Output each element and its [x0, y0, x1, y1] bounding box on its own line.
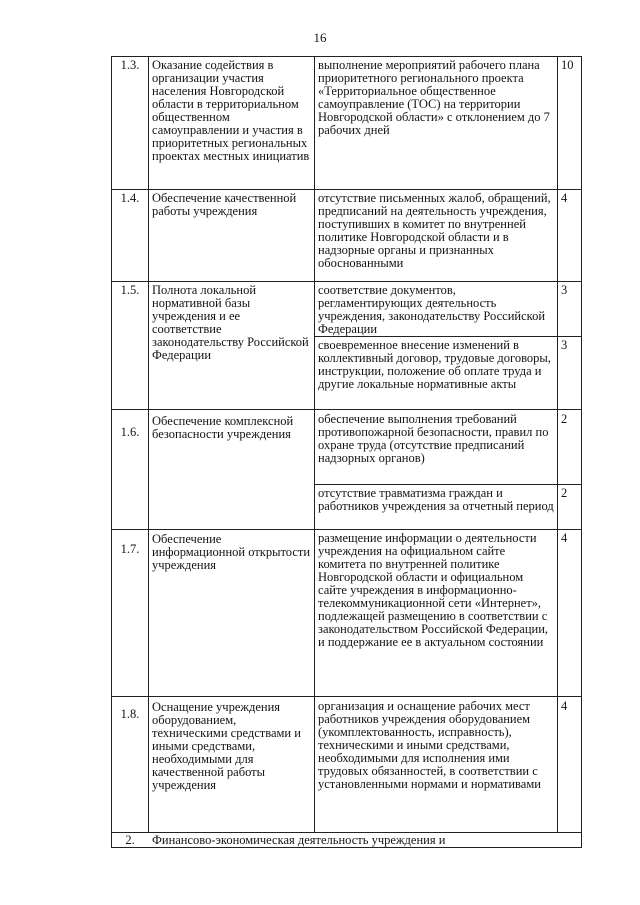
points-value: 2 — [561, 486, 568, 500]
indicator-text: обеспечение выполнения требований противопожарной безопасности, правил по охране труда (отсутствие предписаний надзорных органов) — [318, 412, 549, 465]
row-number: 1.7. — [120, 542, 140, 556]
indicator-text: отсутствие письменных жалоб, обращений, предписаний на деятельность учреждения, поступивших в комитет по внутренней политике Новгородской области и в надзорные органы и признанных обоснованными — [318, 191, 551, 270]
criterion-text: Оснащение учреждения оборудованием, техническими средствами и иными средствами, необходимыми для качественной работы учреждения — [152, 700, 301, 792]
criteria-table — [111, 56, 582, 848]
section-title: Финансово-экономическая деятельность учреждения и — [152, 834, 446, 847]
criterion-text: Оказание содействия в организации участия населения Новгородской области в территориальном общественном самоуправлении и участия в приоритетных региональных проектах местных инициатив — [152, 58, 310, 163]
indicator-text: своевременное внесение изменений в коллективный договор, трудовые договоры, инструкции, положение об оплате труда и другие локальные нормативные акты — [318, 338, 551, 391]
row-number: 1.5. — [120, 283, 140, 297]
points-value: 4 — [561, 191, 568, 205]
indicator-text: организация и оснащение рабочих мест работников учреждения оборудованием (укомплектованность, исправность), техническими и иными средствами, необходимыми для исполнения ими трудовых обязанностей, в соответствии с установленными нормами и нормативами — [318, 699, 541, 791]
indicator-text: размещение информации о деятельности учреждения на официальном сайте комитета по внутренней политике Новгородской области и официальном сайте учреждения в информационно-телекоммуникационной сети «Интернет», подлежащей размещению в соответствии с законодательством Российской Федерации, и поддержание ее в актуальном состоянии — [318, 531, 549, 649]
section-number: 2. — [125, 834, 135, 847]
criterion-text: Обеспечение качественной работы учреждения — [152, 191, 297, 218]
row-number: 1.8. — [120, 707, 140, 721]
row-number: 1.6. — [120, 425, 140, 439]
page-number: 16 — [313, 30, 327, 45]
points-value: 3 — [561, 283, 568, 297]
points-value: 4 — [561, 699, 568, 713]
indicator-text: соответствие документов, регламентирующих деятельность учреждения, законодательству Российской Федерации — [318, 283, 546, 336]
criterion-text: Полнота локальной нормативной базы учреждения и ее соответствие законодательству Российской Федерации — [152, 283, 309, 362]
row-number: 1.3. — [120, 58, 140, 72]
points-value: 4 — [561, 531, 568, 545]
criterion-text: Обеспечение комплексной безопасности учреждения — [152, 414, 294, 441]
points-value: 3 — [561, 338, 568, 352]
indicator-text: выполнение мероприятий рабочего плана приоритетного регионального проекта «Территориальное общественное самоуправление (ТОС) на территории Новгородской области» с отклонением до 7 рабочих дней — [318, 58, 550, 137]
indicator-text: отсутствие травматизма граждан и работников учреждения за отчетный период — [318, 486, 554, 513]
points-value: 2 — [561, 412, 568, 426]
points-value: 10 — [561, 58, 574, 72]
criterion-text: Обеспечение информационной открытости учреждения — [152, 532, 311, 572]
row-number: 1.4. — [120, 191, 140, 205]
